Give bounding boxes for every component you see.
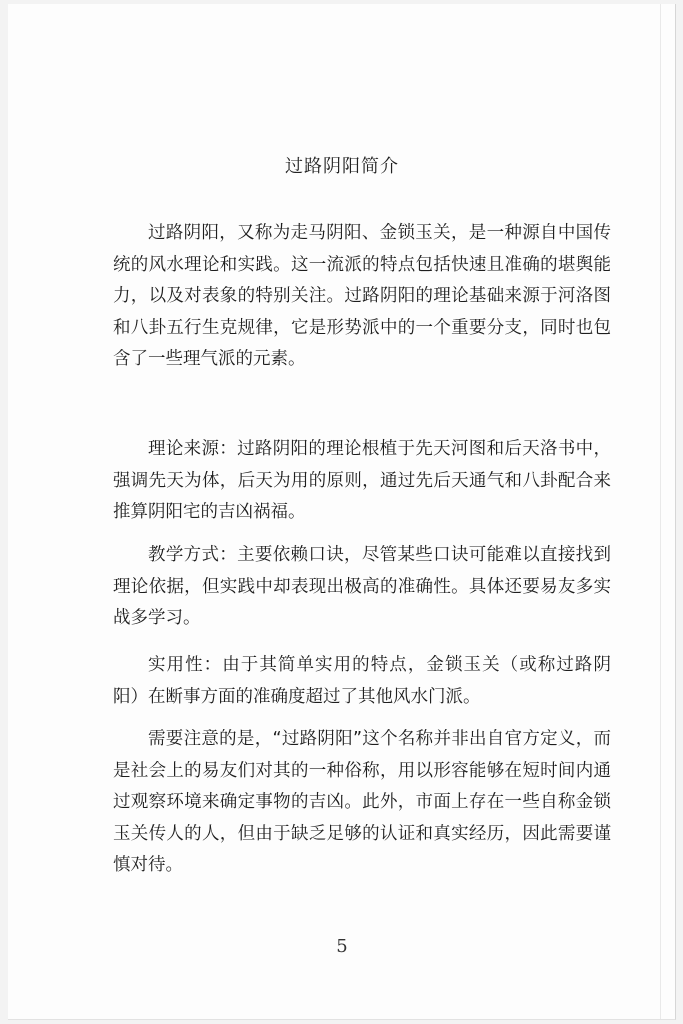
paragraph-teaching-method: 教学方式：主要依赖口诀，尽管某些口诀可能难以直接找到理论依据，但实践中却表现出极高的准确性。具体还要易友多实战多学习。: [113, 545, 611, 628]
document-page: [8, 4, 676, 1020]
page-title: 过路阴阳简介: [285, 156, 399, 177]
page-number: 5: [336, 936, 348, 957]
paragraph-practicality: 实用性：由于其简单实用的特点，金锁玉关（或称过路阴阳）在断事方面的准确度超过了其他风水门派。: [113, 655, 611, 707]
paragraph-note: 需要注意的是，“过路阴阳”这个名称并非出自官方定义，而是社会上的易友们对其的一种俗称，用以形容能够在短时间内通过观察环境来确定事物的吉凶。此外，市面上存在一些自称金锁玉关传人的人，但由于缺乏足够的认证和真实经历，因此需要谨慎对待。: [113, 729, 611, 875]
paragraph-intro: 过路阴阳，又称为走马阴阳、金锁玉关，是一种源自中国传统的风水理论和实践。这一流派的特点包括快速且准确的堪舆能力，以及对表象的特别关注。过路阴阳的理论基础来源于河洛图和八卦五行生克规律，它是形势派中的一个重要分支，同时也包含了一些理气派的元素。: [113, 223, 611, 369]
paragraph-theory-source: 理论来源：过路阴阳的理论根植于先天河图和后天洛书中，强调先天为体，后天为用的原则，通过先后天通气和八卦配合来推算阴阳宅的吉凶祸福。: [113, 439, 611, 522]
